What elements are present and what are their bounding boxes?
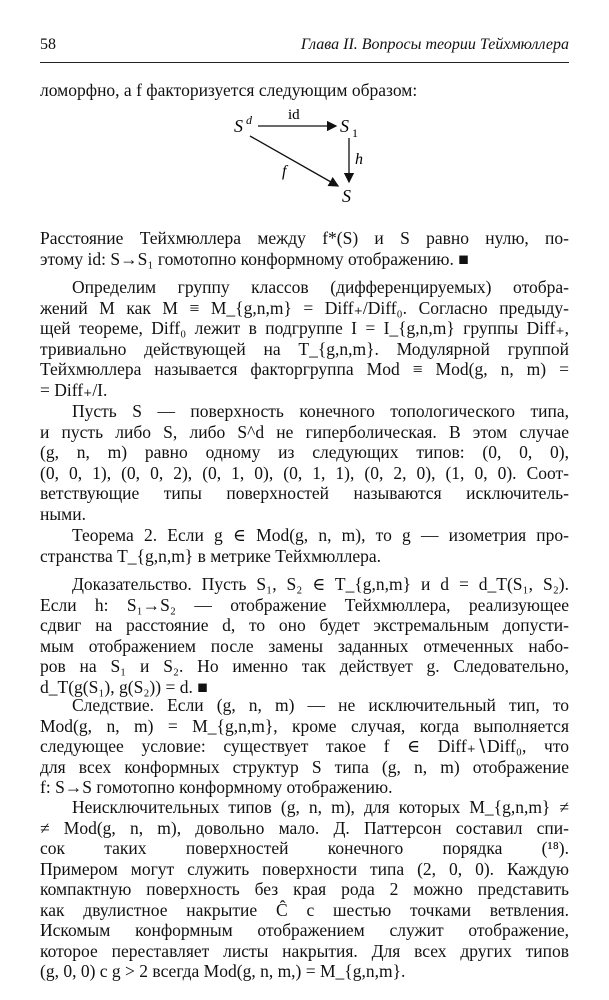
text-line: Определим группу классов (дифференцируемых) отобра- — [72, 277, 569, 297]
text-line: Следствие. Если (g, n, m) — не исключительный тип, то — [72, 695, 569, 715]
paragraph-theorem-2 — [40, 525, 569, 566]
text-line: мым отображением после замены заданных отмеченных набо- — [40, 635, 569, 656]
node-s-superscript: d — [246, 113, 252, 127]
text-line: Пусть S — поверхность конечного топологического типа, — [72, 401, 569, 421]
text-line: ≠ Mod(g, n, m), довольно мало. Д. Паттерсон составил спи- — [40, 817, 569, 838]
theorem-line: странства T_{g,n,m} в метрике Тейхмюллера. — [40, 545, 381, 566]
text-line: ветствующие типы поверхностей называются исключитель- — [40, 483, 569, 503]
text-line: (0, 0, 1), (0, 0, 2), (0, 1, 0), (0, 1, 1), (0, 2, 0), (1, 0, 0). Соот- — [40, 462, 569, 483]
running-title: Глава II. Вопросы теории Тейхмюллера — [300, 36, 569, 53]
node-s: S — [234, 116, 243, 136]
text-line: этому id: S→S₁ гомотопно конформному отображению. ■ — [40, 248, 469, 269]
arrow-f-label: f — [282, 163, 287, 180]
text-line: Mod(g, n, m) = M_{g,n,m}, кроме случая, когда выполняется — [40, 715, 569, 736]
text-line: (g, 0, 0) с g > 2 всегда Mod(g, n, m,) = M_{g,n,m}. — [40, 961, 406, 981]
node-s1: S — [340, 116, 349, 136]
text-line: которое переставляет листы накрытия. Для всех других типов — [40, 940, 569, 961]
paragraph-corollary — [40, 695, 569, 798]
text-line: Если h: S₁→S₂ — отображение Тейхмюллера, реализующее — [40, 594, 569, 615]
text-line: для всех конформных структур S типа (g, n, m) отображение — [40, 756, 569, 777]
text-line: тривиально действующей на T_{g,n,m}. Модулярной группой — [40, 338, 569, 359]
theorem-line: Теорема 2. Если g ∈ Mod(g, n, m), то g — изометрия про- — [72, 525, 569, 545]
node-s1-subscript: 1 — [352, 126, 358, 140]
node-s-bottom: S — [342, 186, 351, 206]
paragraph-7 — [40, 797, 569, 982]
intro-text: ломорфно, а f факторизуется следующим образом: — [40, 80, 418, 100]
paragraph-2 — [40, 277, 569, 400]
text-line: сок таких поверхностей конечного порядка (¹⁸). — [40, 838, 569, 858]
page-number: 58 — [40, 36, 56, 53]
text-line: = Diff₊/I. — [40, 379, 108, 400]
text-line: сдвиг на расстояние d, то оно будет экстремальным допусти- — [40, 615, 569, 635]
text-line: Тейхмюллера называется факторгруппа Mod ≡ Mod(g, n, m) = — [40, 359, 569, 379]
text-line: Неисключительных типов (g, n, m), для которых M_{g,n,m} ≠ — [72, 797, 569, 817]
text-line: Расстояние Тейхмюллера между f*(S) и S равно нулю, по- — [40, 228, 569, 248]
paragraph-1 — [40, 228, 569, 269]
text-line: компактную поверхность без края рода 2 можно представить — [40, 879, 569, 899]
header-rule — [40, 62, 569, 63]
text-line: и пусть либо S, либо S^d не гиперболическая. В этом случае — [40, 421, 569, 442]
arrow-id-label: id — [288, 107, 300, 123]
paragraph-3 — [40, 401, 569, 524]
text-line: следующее условие: существует такое f ∈ Diff₊∖Diff₀, что — [40, 736, 569, 756]
text-line: Искомым конформным отображением служит отображение, — [40, 920, 569, 940]
arrow-f — [250, 136, 338, 186]
commutative-diagram — [228, 102, 388, 212]
intro-line — [40, 80, 569, 101]
text-line: (g, n, m) равно одному из следующих типов: (0, 0, 0), — [40, 442, 569, 462]
text-line: Примером могут служить поверхности типа (2, 0, 0). Каждую — [40, 858, 569, 879]
text-line: жений M как M ≡ M_{g,n,m} = Diff₊/Diff₀. Согласно предыду- — [40, 297, 569, 318]
arrow-h-label: h — [355, 151, 363, 168]
text-line: как двулистное накрытие Ĉ с шестью точками ветвления. — [40, 899, 569, 920]
text-line: Доказательство. Пусть S₁, S₂ ∈ T_{g,n,m} и d = d_T(S₁, S₂). — [72, 574, 569, 594]
text-line: f: S→S гомотопно конформному отображению. — [40, 777, 393, 797]
text-line: ров на S₁ и S₂. Но именно так действует g. Следовательно, — [40, 656, 569, 676]
page-header — [40, 36, 569, 58]
text-line: щей теореме, Diff₀ лежит в подгруппе I = I_{g,n,m} группы Diff₊, — [40, 318, 569, 338]
text-line: d_T(g(S₁), g(S₂)) = d. ■ — [40, 676, 208, 697]
text-line: ными. — [40, 503, 86, 524]
paragraph-proof — [40, 574, 569, 697]
